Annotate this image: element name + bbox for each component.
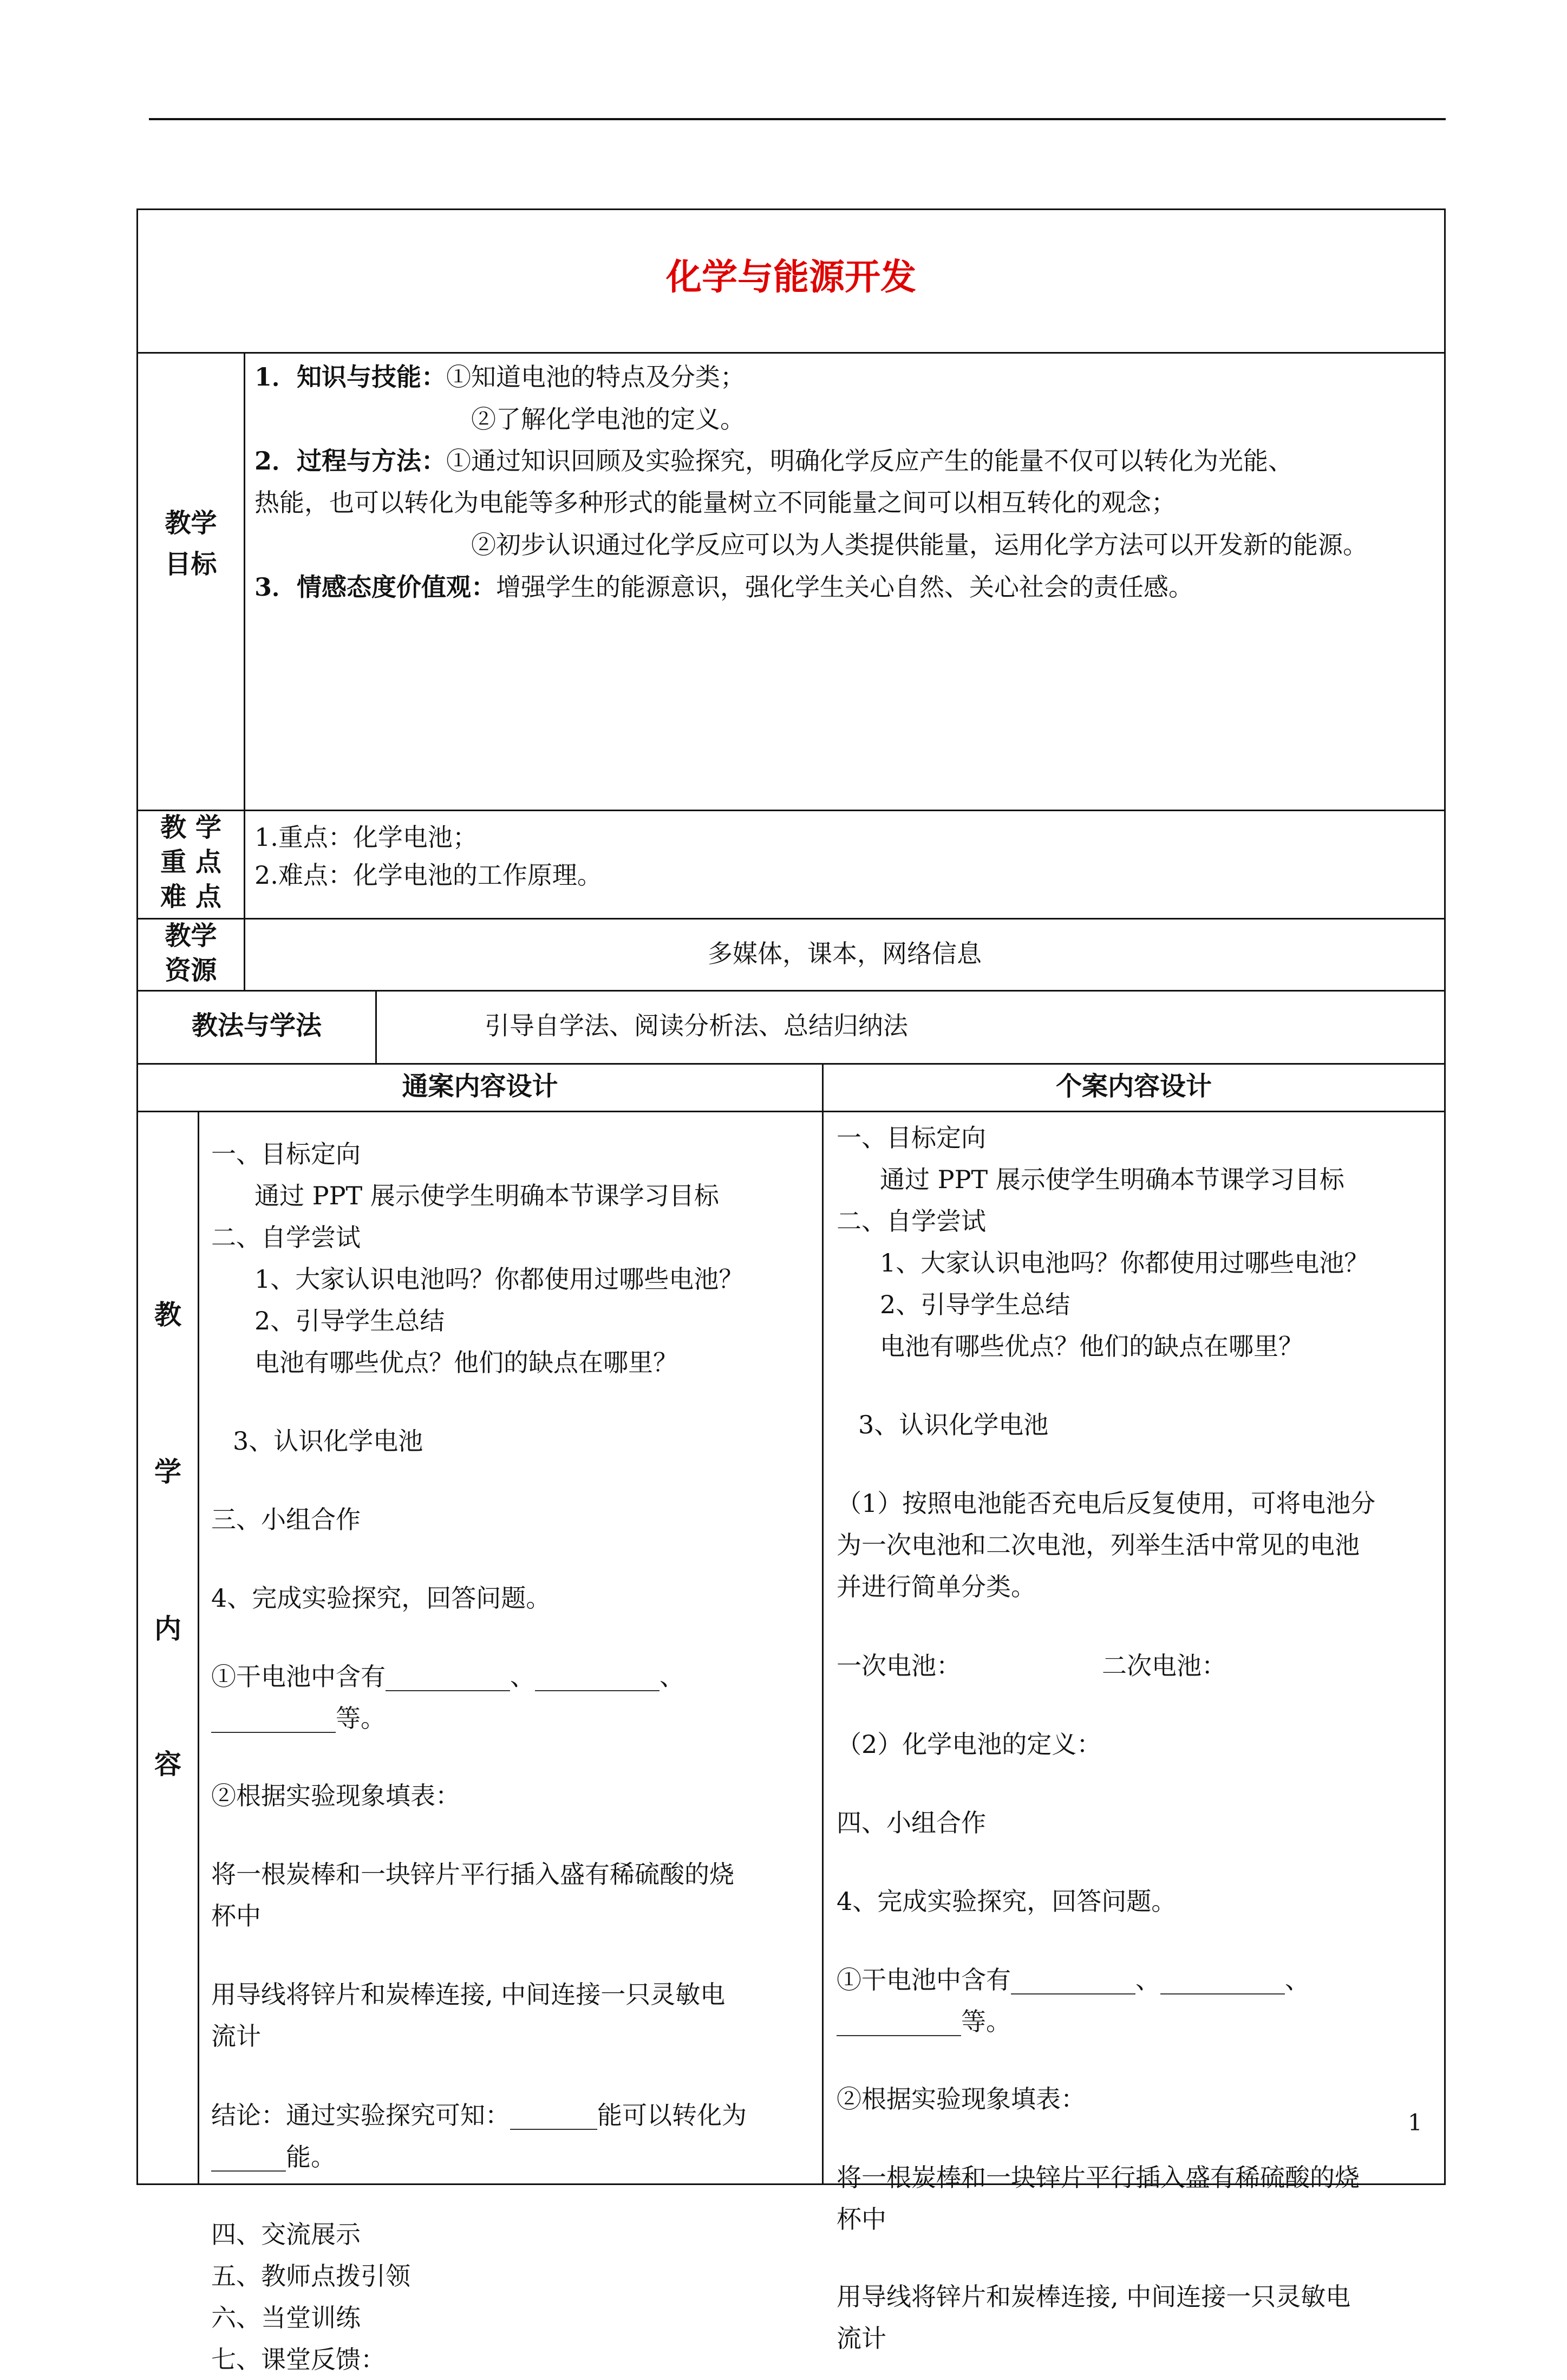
goal-item-2: 2．过程与方法：①通过知识回顾及实验探究，明确化学反应产生的能量不仅可以转化为光能、 xyxy=(254,446,1294,475)
left-line: 六、当堂训练 xyxy=(211,2303,361,2332)
right-line: （1）按照电池能否充电后反复使用，可将电池分 xyxy=(837,1489,1376,1518)
side-label-char: 学 xyxy=(154,1456,181,1488)
row-divider xyxy=(138,352,1444,354)
left-line: 通过 PPT 展示使学生明确本节课学习目标 xyxy=(254,1181,719,1210)
right-line: ①干电池中含有__________、__________、 xyxy=(837,1965,1310,1994)
left-line: 3、认识化学电池 xyxy=(233,1426,423,1456)
right-line: 2、引导学生总结 xyxy=(880,1290,1070,1319)
left-line: ______能。 xyxy=(211,2142,336,2172)
right-line: （2）化学电池的定义： xyxy=(837,1730,1102,1759)
left-line: 1、大家认识电池吗？你都使用过哪些电池？ xyxy=(254,1264,744,1294)
goals-label: 教学 目标 xyxy=(165,508,217,579)
left-line: 电池有哪些优点？他们的缺点在哪里？ xyxy=(254,1348,678,1377)
right-line: 流计 xyxy=(837,2324,886,2353)
right-line: 二、自学尝试 xyxy=(837,1207,986,1236)
page-title: 化学与能源开发 xyxy=(666,256,916,298)
label-col-divider xyxy=(244,352,245,990)
right-line: 4、完成实验探究，回答问题。 xyxy=(837,1887,1177,1916)
left-line: 用导线将锌片和炭棒连接, 中间连接一只灵敏电 xyxy=(211,1980,726,2009)
left-line: 四、交流展示 xyxy=(211,2220,361,2249)
methods-text: 引导自学法、阅读分析法、总结归纳法 xyxy=(485,1011,908,1040)
right-line: 并进行简单分类。 xyxy=(837,1572,1036,1601)
side-label-char: 内 xyxy=(154,1613,181,1645)
left-line: 五、教师点拨引领 xyxy=(211,2261,410,2291)
left-line: 二、自学尝试 xyxy=(211,1223,361,1252)
row-divider xyxy=(138,1111,1444,1112)
keypoint-difficulty: 2.难点：化学电池的工作原理。 xyxy=(254,860,602,890)
right-line: 一次电池： xyxy=(837,1651,961,1680)
right-line: ②根据实验现象填表： xyxy=(837,2084,1086,2114)
row-divider xyxy=(138,810,1444,811)
left-line: 4、完成实验探究，回答问题。 xyxy=(211,1583,551,1613)
left-line: 杯中 xyxy=(211,1901,261,1931)
goal-item-2b: ②初步认识通过化学反应可以为人类提供能量，运用化学方法可以开发新的能源。 xyxy=(471,530,1368,559)
row-divider xyxy=(138,918,1444,920)
side-label-char: 教 xyxy=(154,1299,181,1331)
right-column-header: 个案内容设计 xyxy=(1055,1071,1212,1101)
left-line: 流计 xyxy=(211,2022,261,2051)
left-column-header: 通案内容设计 xyxy=(402,1071,558,1101)
side-label-char: 容 xyxy=(154,1748,181,1780)
left-line: ②根据实验现象填表： xyxy=(211,1781,460,1810)
resources-label: 教学 资源 xyxy=(165,921,217,986)
side-label-divider xyxy=(198,1111,199,2185)
right-line: 为一次电池和二次电池，列举生活中常见的电池 xyxy=(837,1530,1360,1560)
left-line: ①干电池中含有__________、__________、 xyxy=(211,1662,684,1691)
methods-label: 教法与学法 xyxy=(191,1010,322,1041)
left-line: 结论：通过实验探究可知：_______能可以转化为 xyxy=(211,2101,747,2130)
keypoints-label: 教 学 重 点 难 点 xyxy=(160,812,221,912)
left-line: 2、引导学生总结 xyxy=(254,1306,445,1335)
goal-item-1: 1．知识与技能：①知道电池的特点及分类； xyxy=(254,362,746,392)
resources-text: 多媒体，课本，网络信息 xyxy=(708,939,982,968)
left-line: 一、目标定向 xyxy=(211,1139,361,1169)
left-line: 将一根炭棒和一块锌片平行插入盛有稀硫酸的烧 xyxy=(211,1860,734,1889)
method-col-divider xyxy=(375,990,377,1063)
page-number: 1 xyxy=(1408,2109,1422,2136)
header-rule xyxy=(149,118,1446,120)
center-col-divider xyxy=(822,1063,824,2185)
row-divider xyxy=(138,1063,1444,1065)
keypoint-focus: 1.重点：化学电池； xyxy=(254,823,478,852)
right-line: 四、小组合作 xyxy=(837,1808,986,1837)
goal-item-3: 3．情感态度价值观：增强学生的能源意识，强化学生关心自然、关心社会的责任感。 xyxy=(254,572,1194,602)
right-line: 将一根炭棒和一块锌片平行插入盛有稀硫酸的烧 xyxy=(837,2163,1360,2192)
lesson-plan-table xyxy=(136,208,1446,2374)
right-line: 用导线将锌片和炭棒连接, 中间连接一只灵敏电 xyxy=(837,2282,1351,2311)
goal-item-1b: ②了解化学电池的定义。 xyxy=(471,405,745,434)
left-line: 七、课堂反馈： xyxy=(211,2345,386,2374)
right-line: 电池有哪些优点？他们的缺点在哪里？ xyxy=(880,1332,1303,1361)
row-divider xyxy=(138,990,1444,992)
right-line: __________等。 xyxy=(837,2007,1011,2036)
right-line: 通过 PPT 展示使学生明确本节课学习目标 xyxy=(880,1165,1344,1194)
goal-item-2-cont: 热能，也可以转化为电能等多种形式的能量树立不同能量之间可以相互转化的观念； xyxy=(254,488,1176,517)
right-line: 1、大家认识电池吗？你都使用过哪些电池？ xyxy=(880,1248,1369,1277)
right-line: 杯中 xyxy=(837,2205,886,2234)
right-line: 3、认识化学电池 xyxy=(858,1410,1049,1439)
right-line: 一、目标定向 xyxy=(837,1123,986,1152)
right-line: 二次电池： xyxy=(1102,1651,1226,1680)
left-line: __________等。 xyxy=(211,1704,386,1733)
left-line: 三、小组合作 xyxy=(211,1505,361,1534)
